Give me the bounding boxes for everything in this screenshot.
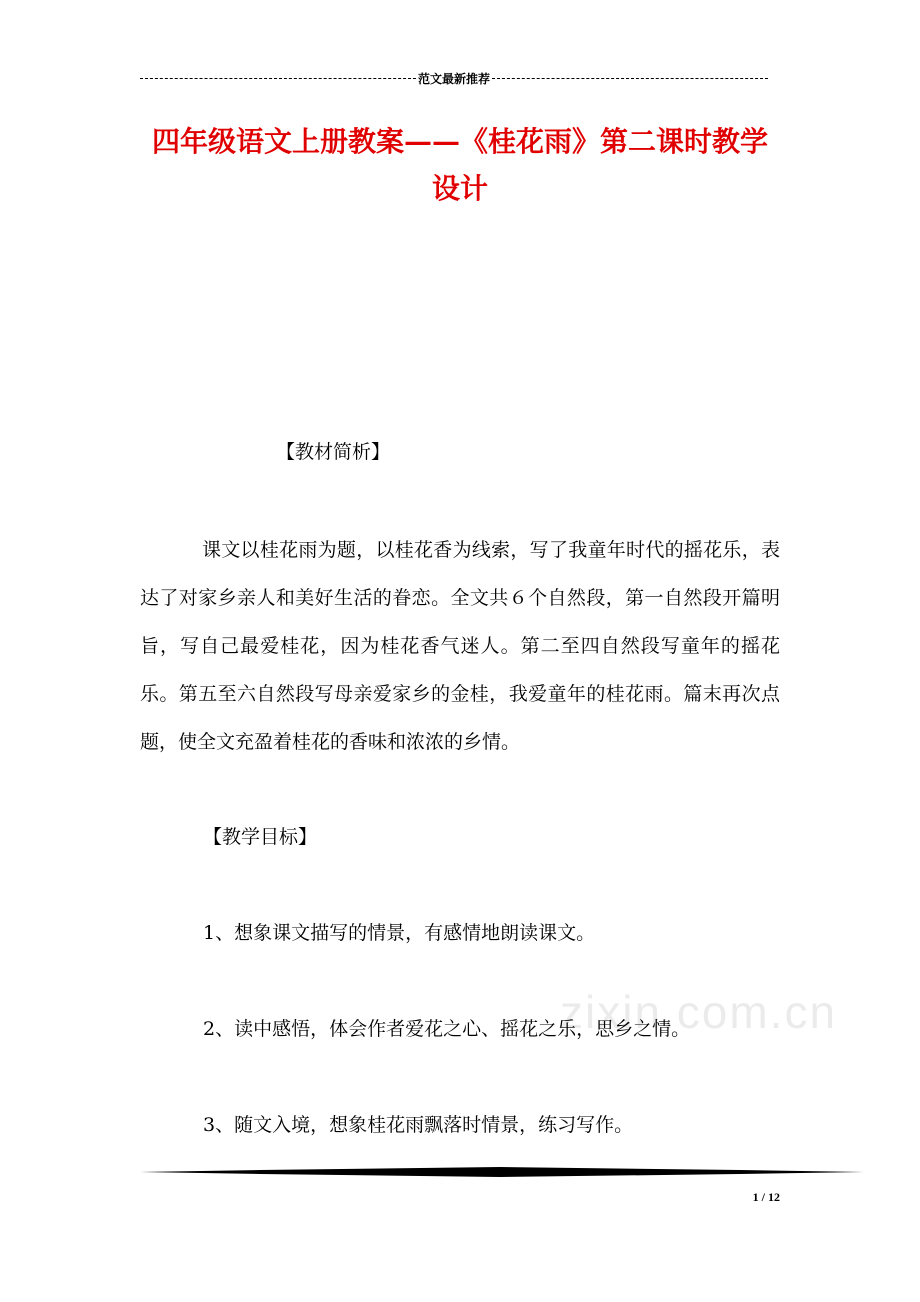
header-dashes-left	[140, 78, 416, 79]
footer-rule	[140, 1164, 864, 1178]
goal-item-2: 2、读中感悟，体会作者爱花之心、摇花之乐，思乡之情。	[203, 1018, 691, 1040]
goal-item-3: 3、随文入境，想象桂花雨飘落时情景，练习写作。	[203, 1114, 634, 1136]
header-dashes-right	[492, 78, 768, 79]
analysis-paragraph: 课文以桂花雨为题，以桂花香为线索，写了我童年时代的摇花乐，表达了对家乡亲人和美好生活的眷恋。全文共６个自然段，第一自然段开篇明旨，写自己最爱桂花，因为桂花香气迷人。第二至四自然段写童年的摇花乐。第五至六自然段写母亲爱家乡的金桂，我爱童年的桂花雨。篇末再次点题，使全文充盈着桂花的香味和浓浓的乡情。	[140, 539, 780, 753]
page-number: 1 / 12	[752, 1190, 780, 1204]
goals-heading: 【教学目标】	[203, 826, 318, 848]
document-title: 四年级语文上册教案——《桂花雨》第二课时教学设计	[151, 125, 768, 205]
goal-item-1: 1、想象课文描写的情景，有感情地朗读课文。	[203, 922, 596, 944]
analysis-heading: 【教材简析】	[276, 441, 391, 463]
watermark: zixin.com.cn	[560, 986, 838, 1038]
header-label: 范文最新推荐	[418, 71, 491, 86]
page-header	[140, 68, 768, 88]
